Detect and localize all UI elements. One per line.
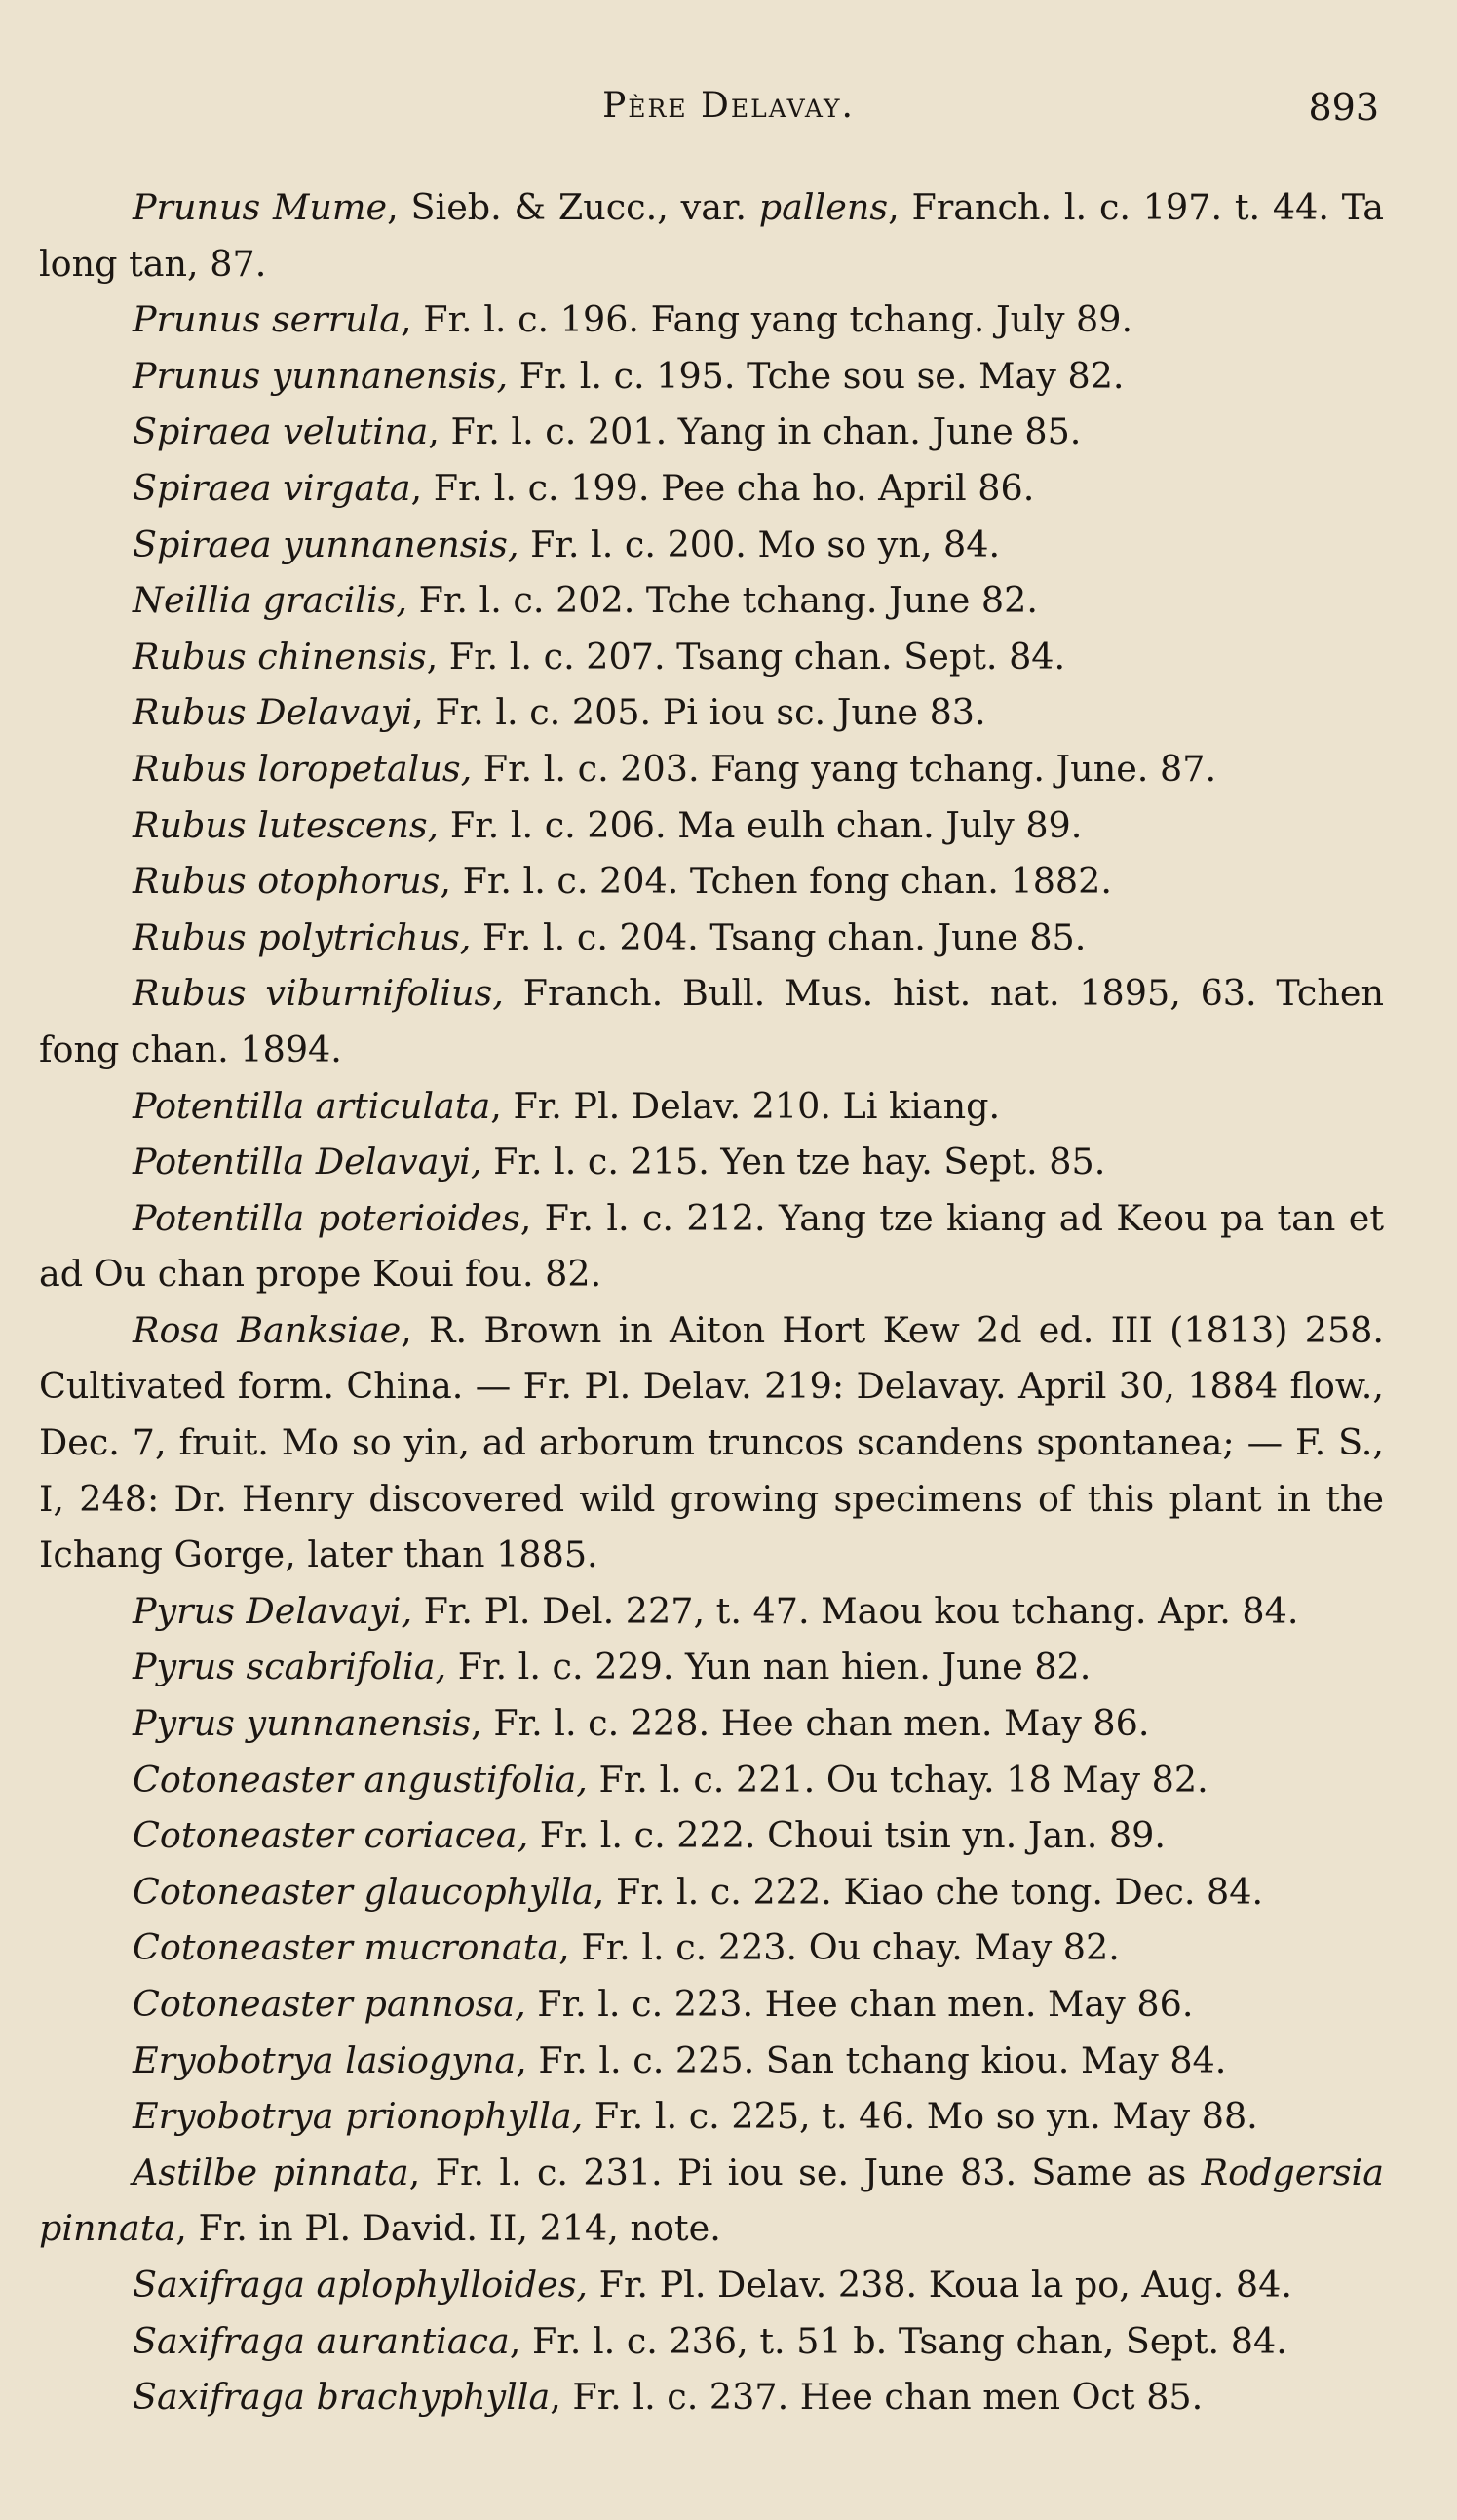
entry-text: Fr. l. c. 206. Ma eulh chan. July 89.: [439, 803, 1083, 846]
variety-name: pallens: [758, 186, 889, 228]
entry-text: , Fr. l. c. 231. Pi iou se. June 83. Same as: [408, 2151, 1202, 2193]
species-name: Spiraea yunnanensis,: [133, 523, 519, 565]
species-entry: [39, 2257, 1384, 2313]
species-entry: [39, 1695, 1384, 1752]
species-entry: [39, 797, 1384, 854]
species-entry: [39, 1919, 1384, 1976]
running-title: Père Delavay.: [602, 86, 855, 126]
species-entry: [39, 291, 1384, 348]
species-entry: [39, 2088, 1384, 2145]
genus-name: Rodgersia pinnata: [39, 2151, 1384, 2250]
species-entry: [39, 741, 1384, 797]
species-name: Potentilla Delavayi,: [133, 1141, 482, 1183]
entry-text: , Fr. l. c. 196. Fang yang tchang. July 89.: [401, 298, 1133, 341]
species-entry: [39, 2369, 1384, 2425]
species-name: Rosa Banksiae: [133, 1308, 402, 1351]
entry-text: , Fr. l. c. 228. Hee chan men. May 86.: [471, 1702, 1150, 1745]
species-entry: [39, 1190, 1384, 1302]
species-entry: [39, 1752, 1384, 1808]
species-name: Rubus chinensis: [133, 635, 427, 678]
species-entry: [39, 572, 1384, 629]
page-header: [0, 86, 1457, 144]
entry-text: , Fr. l. c. 204. Tchen fong chan. 1882.: [440, 860, 1112, 903]
entry-text: , Sieb. & Zucc., var.: [387, 186, 759, 228]
entry-text: Fr. l. c. 203. Fang yang tchang. June. 87.: [472, 747, 1217, 790]
species-name: Eryobotrya lasiogyna: [133, 2038, 517, 2081]
entry-text: Fr. l. c. 204. Tsang chan. June 85.: [471, 915, 1087, 958]
species-entry: [39, 1639, 1384, 1695]
entry-text: Fr. l. c. 229. Yun nan hien. June 82.: [446, 1646, 1092, 1688]
species-name: Saxifraga aplophylloides,: [133, 2263, 589, 2306]
species-entry: [39, 404, 1384, 460]
entry-text: , Fr. l. c. 236, t. 51 b. Tsang chan, Sept. 84.: [509, 2319, 1287, 2362]
species-list: [39, 179, 1384, 2425]
entry-text: Fr. l. c. 195. Tche sou se. May 82.: [508, 354, 1125, 397]
species-name: Cotoneaster pannosa,: [133, 1983, 526, 2025]
species-name: Cotoneaster angustifolia,: [133, 1758, 588, 1801]
entry-text: , Fr. l. c. 223. Ou chay. May 82.: [558, 1926, 1120, 1969]
species-entry: [39, 2033, 1384, 2089]
entry-text: Fr. l. c. 222. Choui tsin yn. Jan. 89.: [528, 1814, 1166, 1857]
species-entry: [39, 1583, 1384, 1640]
species-entry: [39, 910, 1384, 966]
entry-text: , Franch. l. c. 197. t. 44. Ta long tan, 87.: [39, 186, 1384, 285]
species-name: Potentilla poterioides: [133, 1196, 520, 1239]
species-name: Pyrus yunnanensis: [133, 1702, 472, 1745]
entry-text: , Fr. in Pl. David. II, 214, note.: [175, 2207, 721, 2250]
species-name: Saxifraga aurantiaca: [133, 2319, 510, 2362]
species-entry: [39, 684, 1384, 741]
species-name: Spiraea virgata: [133, 466, 411, 509]
species-entry: [39, 460, 1384, 517]
species-name: Rubus viburnifolius,: [133, 972, 504, 1015]
species-entry: [39, 1807, 1384, 1864]
entry-text: , R. Brown in Aiton Hort Kew 2d ed. III (1813) 258. Cultivated form. China. — Fr. Pl. Delav. 219: Delavay. April 30, 1884 flow., Dec. 7, fruit. Mo so yin, ad arborum truncos scandens spontanea; — F. S., I, 248: Dr. Henry discovered wild growing specimens of this plant in the Ichang Gorge, later than 1885.: [39, 1308, 1384, 1576]
species-name: Rubus otophorus: [133, 860, 441, 903]
entry-text: , Fr. l. c. 207. Tsang chan. Sept. 84.: [426, 635, 1066, 678]
species-name: Eryobotrya prionophylla,: [133, 2095, 584, 2138]
species-name: Cotoneaster coriacea,: [133, 1814, 529, 1857]
species-entry: [39, 1134, 1384, 1190]
entry-text: , Fr. l. c. 201. Yang in chan. June 85.: [428, 410, 1082, 453]
species-name: Rubus lutescens,: [133, 803, 440, 846]
entry-text: Fr. l. c. 221. Ou tchay. 18 May 82.: [587, 1758, 1208, 1801]
entry-text: , Fr. l. c. 205. Pi iou sc. June 83.: [412, 691, 986, 734]
entry-text: Fr. l. c. 215. Yen tze hay. Sept. 85.: [481, 1141, 1106, 1183]
species-name: Prunus serrula: [133, 298, 402, 341]
entry-text: Franch. Bull. Mus. hist. nat. 1895, 63. Tchen fong chan. 1894.: [39, 972, 1384, 1070]
species-name: Cotoneaster glaucophylla: [133, 1870, 594, 1913]
species-name: Prunus Mume: [133, 186, 388, 228]
entry-text: , Fr. l. c. 222. Kiao che tong. Dec. 84.: [593, 1870, 1264, 1913]
species-name: Pyrus Delavayi,: [133, 1589, 413, 1632]
species-entry: [39, 629, 1384, 685]
species-name: Neillia gracilis,: [133, 579, 407, 622]
entry-text: , Fr. Pl. Delav. 210. Li kiang.: [490, 1084, 1001, 1127]
entry-text: Fr. Pl. Delav. 238. Koua la po, Aug. 84.: [588, 2263, 1292, 2306]
species-entry: [39, 348, 1384, 405]
entry-text: Fr. l. c. 200. Mo so yn, 84.: [518, 523, 1001, 565]
entry-text: , Fr. l. c. 237. Hee chan men Oct 85.: [550, 2376, 1204, 2419]
entry-text: , Fr. l. c. 199. Pee cha ho. April 86.: [410, 466, 1035, 509]
entry-text: Fr. Pl. Del. 227, t. 47. Maou kou tchang. Apr. 84.: [412, 1589, 1299, 1632]
entry-text: , Fr. l. c. 212. Yang tze kiang ad Keou pa tan et ad Ou chan prope Koui fou. 82.: [39, 1196, 1384, 1296]
entry-text: , Fr. l. c. 225. San tchang kiou. May 84.: [516, 2038, 1227, 2081]
species-name: Potentilla articulata: [133, 1084, 491, 1127]
page-number: 893: [1308, 86, 1379, 129]
entry-text: Fr. l. c. 225, t. 46. Mo so yn. May 88.: [583, 2095, 1258, 2138]
species-name: Astilbe pinnata: [133, 2151, 409, 2193]
species-name: Prunus yunnanensis,: [133, 354, 509, 397]
species-entry: [39, 2145, 1384, 2257]
species-name: Spiraea velutina: [133, 410, 429, 453]
species-entry: [39, 517, 1384, 573]
species-name: Cotoneaster mucronata: [133, 1926, 559, 1969]
entry-text: Fr. l. c. 223. Hee chan men. May 86.: [525, 1983, 1194, 2025]
species-name: Pyrus scabrifolia,: [133, 1646, 447, 1688]
species-name: Saxifraga brachyphylla: [133, 2376, 551, 2419]
species-entry: [39, 1976, 1384, 2033]
species-name: Rubus loropetalus,: [133, 747, 473, 790]
species-name: Rubus Delavayi: [133, 691, 413, 734]
species-entry: [39, 179, 1384, 291]
species-name: Rubus polytrichus,: [133, 915, 472, 958]
species-entry: [39, 1078, 1384, 1135]
entry-text: Fr. l. c. 202. Tche tchang. June 82.: [406, 579, 1038, 622]
species-entry: [39, 853, 1384, 910]
species-entry: [39, 1302, 1384, 1583]
species-entry: [39, 2313, 1384, 2370]
species-entry: [39, 965, 1384, 1077]
species-entry: [39, 1864, 1384, 1920]
